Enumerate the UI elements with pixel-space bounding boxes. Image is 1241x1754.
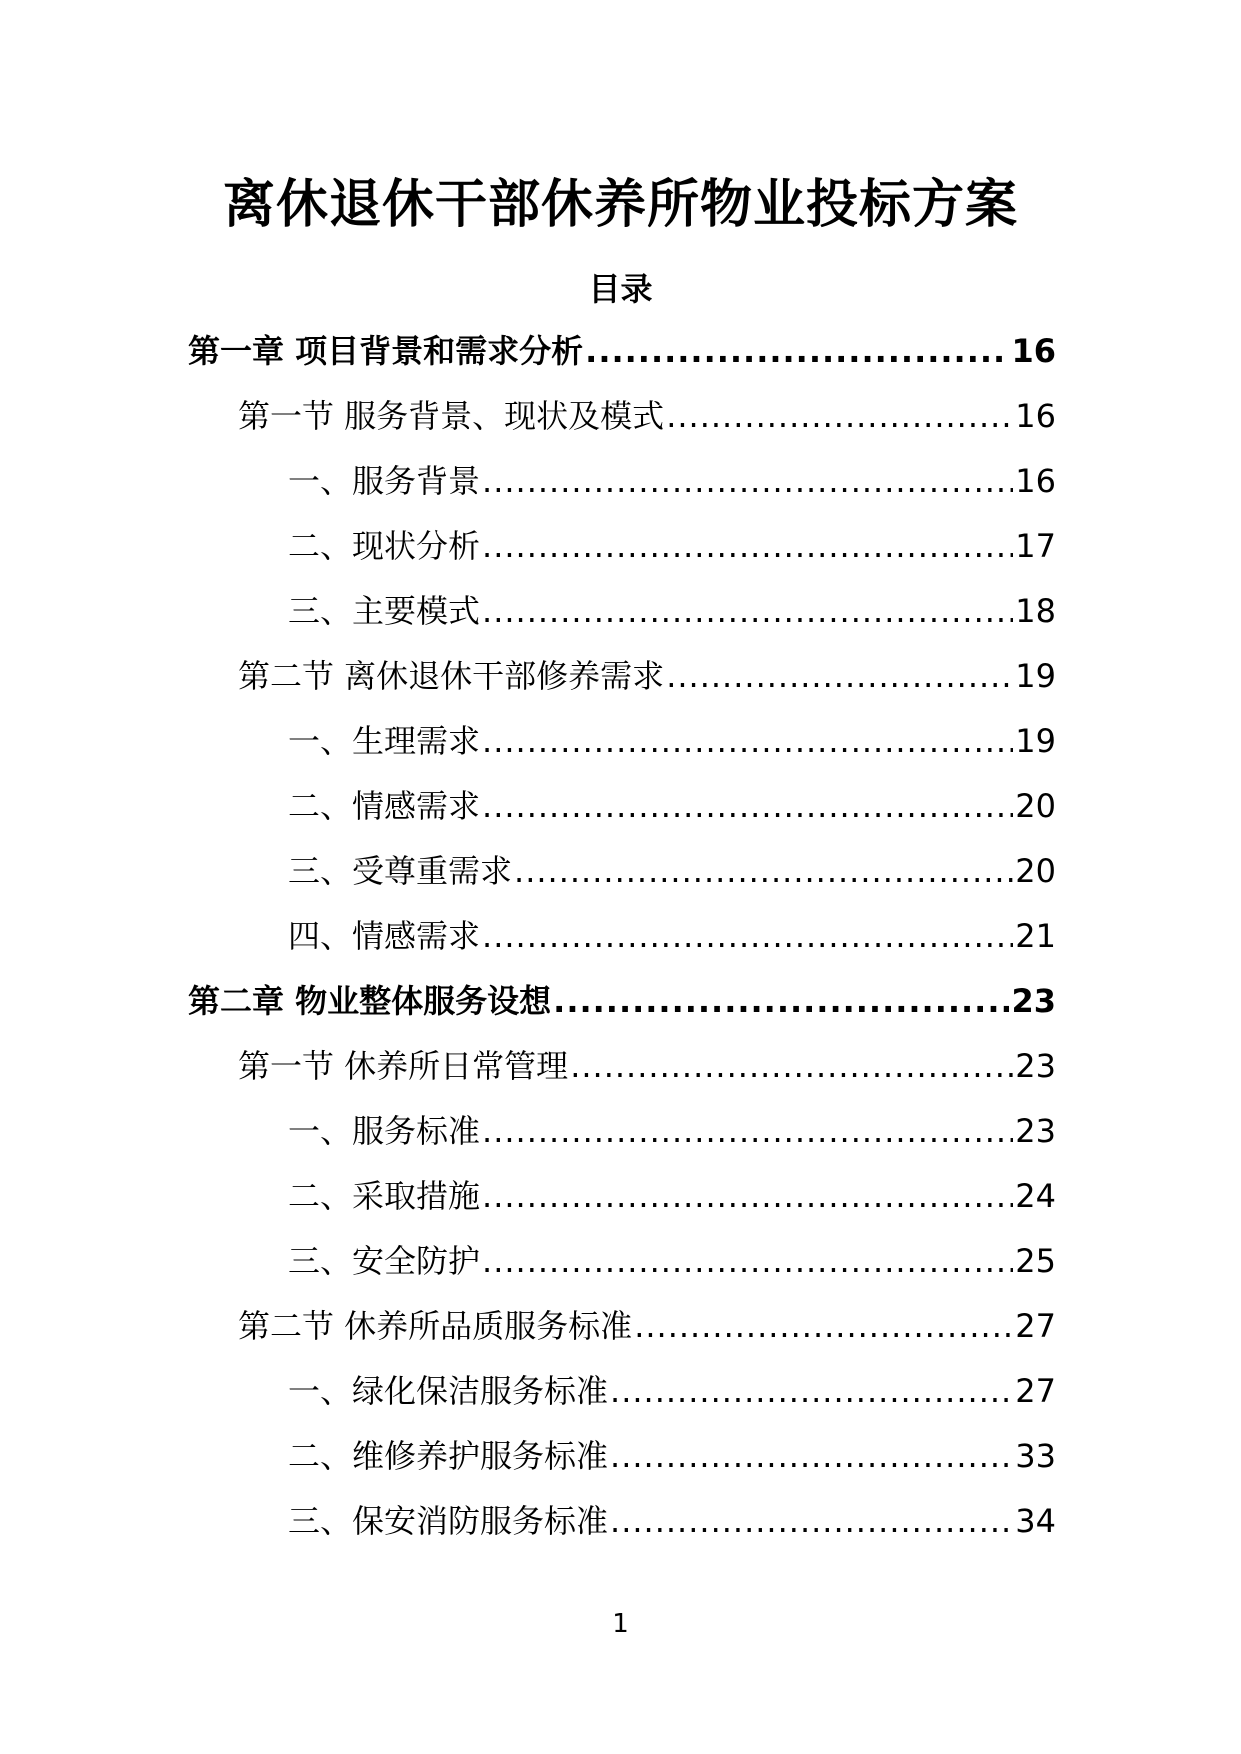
toc-entry-label: 第一节 服务背景、现状及模式	[238, 397, 665, 435]
toc-dot-leader	[570, 1041, 1013, 1091]
toc-entry-label: 三、安全防护	[288, 1242, 481, 1280]
toc-entry-page: 21	[1015, 917, 1056, 955]
toc-entry[interactable]	[188, 326, 1056, 391]
toc-entry[interactable]	[188, 1236, 1056, 1301]
toc-entry-label: 第一节 休养所日常管理	[238, 1047, 569, 1085]
toc-dot-leader	[666, 651, 1013, 701]
toc-entry-label: 第二节 休养所品质服务标准	[238, 1307, 633, 1345]
toc-entry-label: 二、情感需求	[288, 787, 481, 825]
toc-entry[interactable]	[188, 911, 1056, 976]
toc-entry-page: 27	[1015, 1307, 1056, 1345]
toc-dot-leader	[553, 976, 1009, 1026]
toc-dot-leader	[482, 456, 1013, 506]
toc-entry-label: 一、服务标准	[288, 1112, 481, 1150]
toc-entry[interactable]	[188, 391, 1056, 456]
toc-entry-page: 34	[1015, 1502, 1056, 1540]
toc-entry-page: 23	[1015, 1112, 1056, 1150]
toc-entry[interactable]	[188, 521, 1056, 586]
toc-entry-page: 16	[1015, 397, 1056, 435]
toc-dot-leader	[482, 781, 1013, 831]
toc-entry-page: 24	[1015, 1177, 1056, 1215]
toc-dot-leader	[634, 1301, 1013, 1351]
toc-entry[interactable]	[188, 1041, 1056, 1106]
toc-dot-leader	[666, 391, 1013, 441]
toc-entry-label: 三、受尊重需求	[288, 852, 513, 890]
toc-heading: 目录	[588, 270, 653, 308]
toc-entry-page: 27	[1015, 1372, 1056, 1410]
toc-entry[interactable]	[188, 1301, 1056, 1366]
toc-dot-leader	[482, 1171, 1013, 1221]
toc-entry[interactable]	[188, 456, 1056, 521]
toc-entry-page: 17	[1015, 527, 1056, 565]
toc-entry[interactable]	[188, 976, 1056, 1041]
toc-entry[interactable]	[188, 716, 1056, 781]
toc-dot-leader	[482, 1236, 1013, 1286]
table-of-contents	[188, 326, 1056, 1561]
toc-entry-page: 19	[1015, 657, 1056, 695]
toc-entry-label: 第二节 离休退休干部修养需求	[238, 657, 665, 695]
toc-entry-page: 19	[1015, 722, 1056, 760]
toc-entry-page: 16	[1015, 462, 1056, 500]
toc-entry-label: 二、现状分析	[288, 527, 481, 565]
toc-entry[interactable]	[188, 1106, 1056, 1171]
toc-entry-page: 23	[1015, 1047, 1056, 1085]
toc-entry[interactable]	[188, 586, 1056, 651]
toc-entry-label: 第一章 项目背景和需求分析	[188, 332, 584, 370]
toc-entry-label: 三、主要模式	[288, 592, 481, 630]
toc-entry-label: 三、保安消防服务标准	[288, 1502, 609, 1540]
toc-entry-page: 25	[1015, 1242, 1056, 1280]
page-number: 1	[612, 1609, 629, 1639]
toc-entry[interactable]	[188, 846, 1056, 911]
toc-dot-leader	[585, 326, 1009, 376]
toc-dot-leader	[482, 1106, 1013, 1156]
toc-entry-page: 16	[1011, 332, 1056, 370]
toc-entry-page: 20	[1015, 852, 1056, 890]
toc-entry[interactable]	[188, 1496, 1056, 1561]
toc-entry-label: 二、维修养护服务标准	[288, 1437, 609, 1475]
toc-dot-leader	[610, 1366, 1013, 1416]
toc-entry[interactable]	[188, 1171, 1056, 1236]
toc-entry-label: 四、情感需求	[288, 917, 481, 955]
toc-dot-leader	[482, 521, 1013, 571]
toc-entry-page: 18	[1015, 592, 1056, 630]
toc-dot-leader	[482, 911, 1013, 961]
toc-dot-leader	[514, 846, 1013, 896]
toc-entry-label: 一、服务背景	[288, 462, 481, 500]
toc-entry[interactable]	[188, 1366, 1056, 1431]
document-title: 离休退休干部休养所物业投标方案	[222, 175, 1018, 235]
toc-entry[interactable]	[188, 651, 1056, 716]
toc-entry-page: 23	[1011, 982, 1056, 1020]
toc-dot-leader	[482, 716, 1013, 766]
toc-entry-label: 第二章 物业整体服务设想	[188, 982, 552, 1020]
toc-entry[interactable]	[188, 1431, 1056, 1496]
toc-entry-label: 二、采取措施	[288, 1177, 481, 1215]
toc-entry[interactable]	[188, 781, 1056, 846]
toc-entry-label: 一、绿化保洁服务标准	[288, 1372, 609, 1410]
toc-entry-page: 33	[1015, 1437, 1056, 1475]
toc-dot-leader	[610, 1431, 1013, 1481]
toc-dot-leader	[610, 1496, 1013, 1546]
toc-dot-leader	[482, 586, 1013, 636]
toc-entry-label: 一、生理需求	[288, 722, 481, 760]
toc-entry-page: 20	[1015, 787, 1056, 825]
